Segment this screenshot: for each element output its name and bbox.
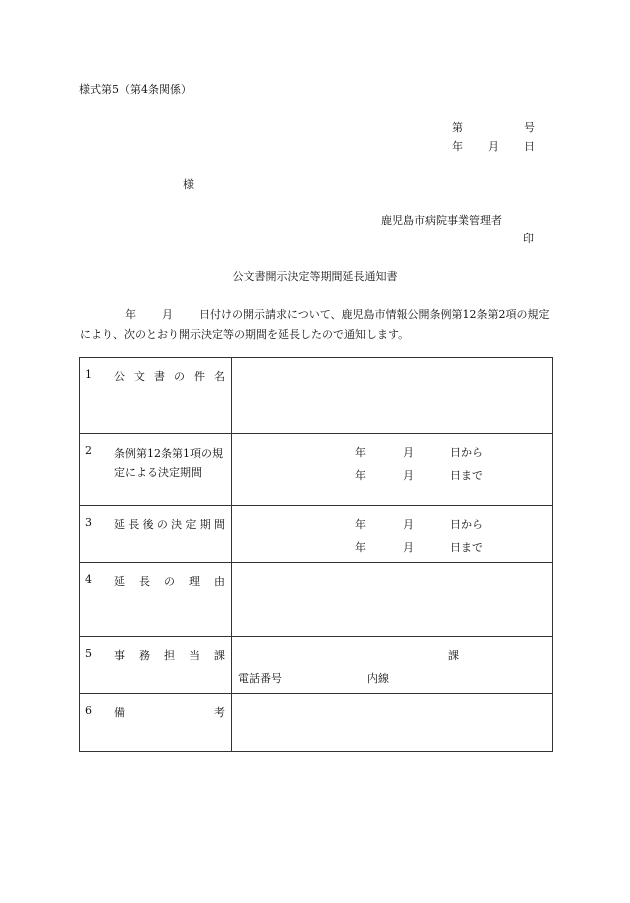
label-char: 間 bbox=[213, 518, 225, 531]
seal-mark: 印 bbox=[523, 232, 534, 245]
period-year: 年 bbox=[355, 518, 366, 531]
row-label-line-1: 条例第12条第1項の規 bbox=[114, 447, 223, 460]
period-month: 月 bbox=[403, 446, 414, 459]
row-label bbox=[114, 704, 225, 720]
label-char: 公 bbox=[114, 370, 125, 383]
period-day: 日から bbox=[450, 446, 483, 459]
period-day: 日まで bbox=[450, 541, 483, 554]
period-year: 年 bbox=[355, 446, 366, 459]
row-number: 4 bbox=[85, 573, 92, 586]
label-char: 名 bbox=[214, 370, 225, 383]
extension-reason-field[interactable] bbox=[232, 563, 553, 637]
label-char: 考 bbox=[214, 706, 225, 719]
table-row bbox=[80, 637, 553, 694]
label-char: 由 bbox=[214, 575, 225, 588]
label-char: 文 bbox=[134, 370, 145, 383]
label-char: の bbox=[164, 575, 175, 588]
row-4-label-cell bbox=[80, 563, 232, 637]
period-year: 年 bbox=[355, 541, 366, 554]
label-char: 課 bbox=[214, 649, 225, 662]
number-suffix: 号 bbox=[524, 121, 535, 134]
label-char: 事 bbox=[114, 649, 125, 662]
row-5-label-cell bbox=[80, 637, 232, 694]
label-char: 延 bbox=[114, 575, 125, 588]
label-char: 当 bbox=[189, 649, 200, 662]
label-char: 担 bbox=[164, 649, 175, 662]
table-row bbox=[80, 506, 553, 563]
addressee-honorific: 様 bbox=[183, 178, 194, 191]
row-number: 3 bbox=[85, 516, 92, 529]
period-month: 月 bbox=[403, 541, 414, 554]
table-row bbox=[80, 694, 553, 752]
label-char: 延 bbox=[114, 518, 125, 531]
label-char: 件 bbox=[194, 370, 205, 383]
row-6-label-cell bbox=[80, 694, 232, 752]
issue-year: 年 bbox=[452, 140, 463, 153]
label-char: 書 bbox=[154, 370, 165, 383]
row-3-label-cell bbox=[80, 506, 232, 563]
row-number: 6 bbox=[85, 704, 92, 717]
remarks-field[interactable] bbox=[232, 694, 553, 752]
row-1-label-cell bbox=[80, 358, 232, 434]
form-number: 様式第5（第4条関係） bbox=[79, 83, 192, 96]
body-text-main: 日付けの開示請求について、鹿児島市情報公開条例第12条第2項の規定により、次のとおり開示決定等の期間を延長したので通知します。 bbox=[80, 308, 550, 341]
label-char: 長 bbox=[128, 518, 140, 531]
label-char: 後 bbox=[142, 518, 154, 531]
extended-period-field[interactable] bbox=[232, 506, 553, 563]
department-suffix: 課 bbox=[448, 649, 459, 662]
label-char: 務 bbox=[139, 649, 150, 662]
label-char: 決 bbox=[171, 518, 183, 531]
row-label bbox=[114, 444, 225, 482]
period-month: 月 bbox=[403, 518, 414, 531]
row-2-label-cell bbox=[80, 434, 232, 506]
extension-label: 内線 bbox=[367, 672, 389, 685]
document-title: 公文書開示決定等期間延長通知書 bbox=[232, 270, 398, 283]
period-year: 年 bbox=[355, 469, 366, 482]
body-month: 月 bbox=[162, 308, 173, 321]
row-label bbox=[114, 516, 225, 532]
row-number: 1 bbox=[85, 368, 92, 381]
notice-form-table bbox=[79, 357, 553, 752]
period-day: 日まで bbox=[450, 469, 483, 482]
body-text bbox=[80, 305, 552, 345]
row-label bbox=[114, 368, 225, 384]
label-char: 備 bbox=[114, 706, 125, 719]
row-number: 5 bbox=[85, 647, 92, 660]
document-subject-field[interactable] bbox=[232, 358, 553, 434]
row-number: 2 bbox=[85, 444, 92, 457]
table-row bbox=[80, 434, 553, 506]
label-char: 定 bbox=[185, 518, 197, 531]
period-day: 日から bbox=[450, 518, 483, 531]
row-label bbox=[114, 647, 225, 663]
sender-name: 鹿児島市病院事業管理者 bbox=[381, 214, 502, 227]
table-row bbox=[80, 563, 553, 637]
body-year: 年 bbox=[125, 308, 136, 321]
decision-period-field[interactable] bbox=[232, 434, 553, 506]
issue-month: 月 bbox=[488, 140, 499, 153]
period-month: 月 bbox=[403, 469, 414, 482]
label-char: 理 bbox=[189, 575, 200, 588]
row-label-line-2: 定による決定期間 bbox=[114, 466, 202, 479]
table-row bbox=[80, 358, 553, 434]
phone-number-label: 電話番号 bbox=[238, 672, 282, 685]
issue-day: 日 bbox=[524, 140, 535, 153]
contact-department-field[interactable] bbox=[232, 637, 553, 694]
row-label bbox=[114, 573, 225, 589]
label-char: 長 bbox=[139, 575, 150, 588]
number-prefix: 第 bbox=[452, 121, 463, 134]
label-char: 期 bbox=[199, 518, 211, 531]
label-char: の bbox=[174, 370, 185, 383]
label-char: の bbox=[156, 518, 168, 531]
